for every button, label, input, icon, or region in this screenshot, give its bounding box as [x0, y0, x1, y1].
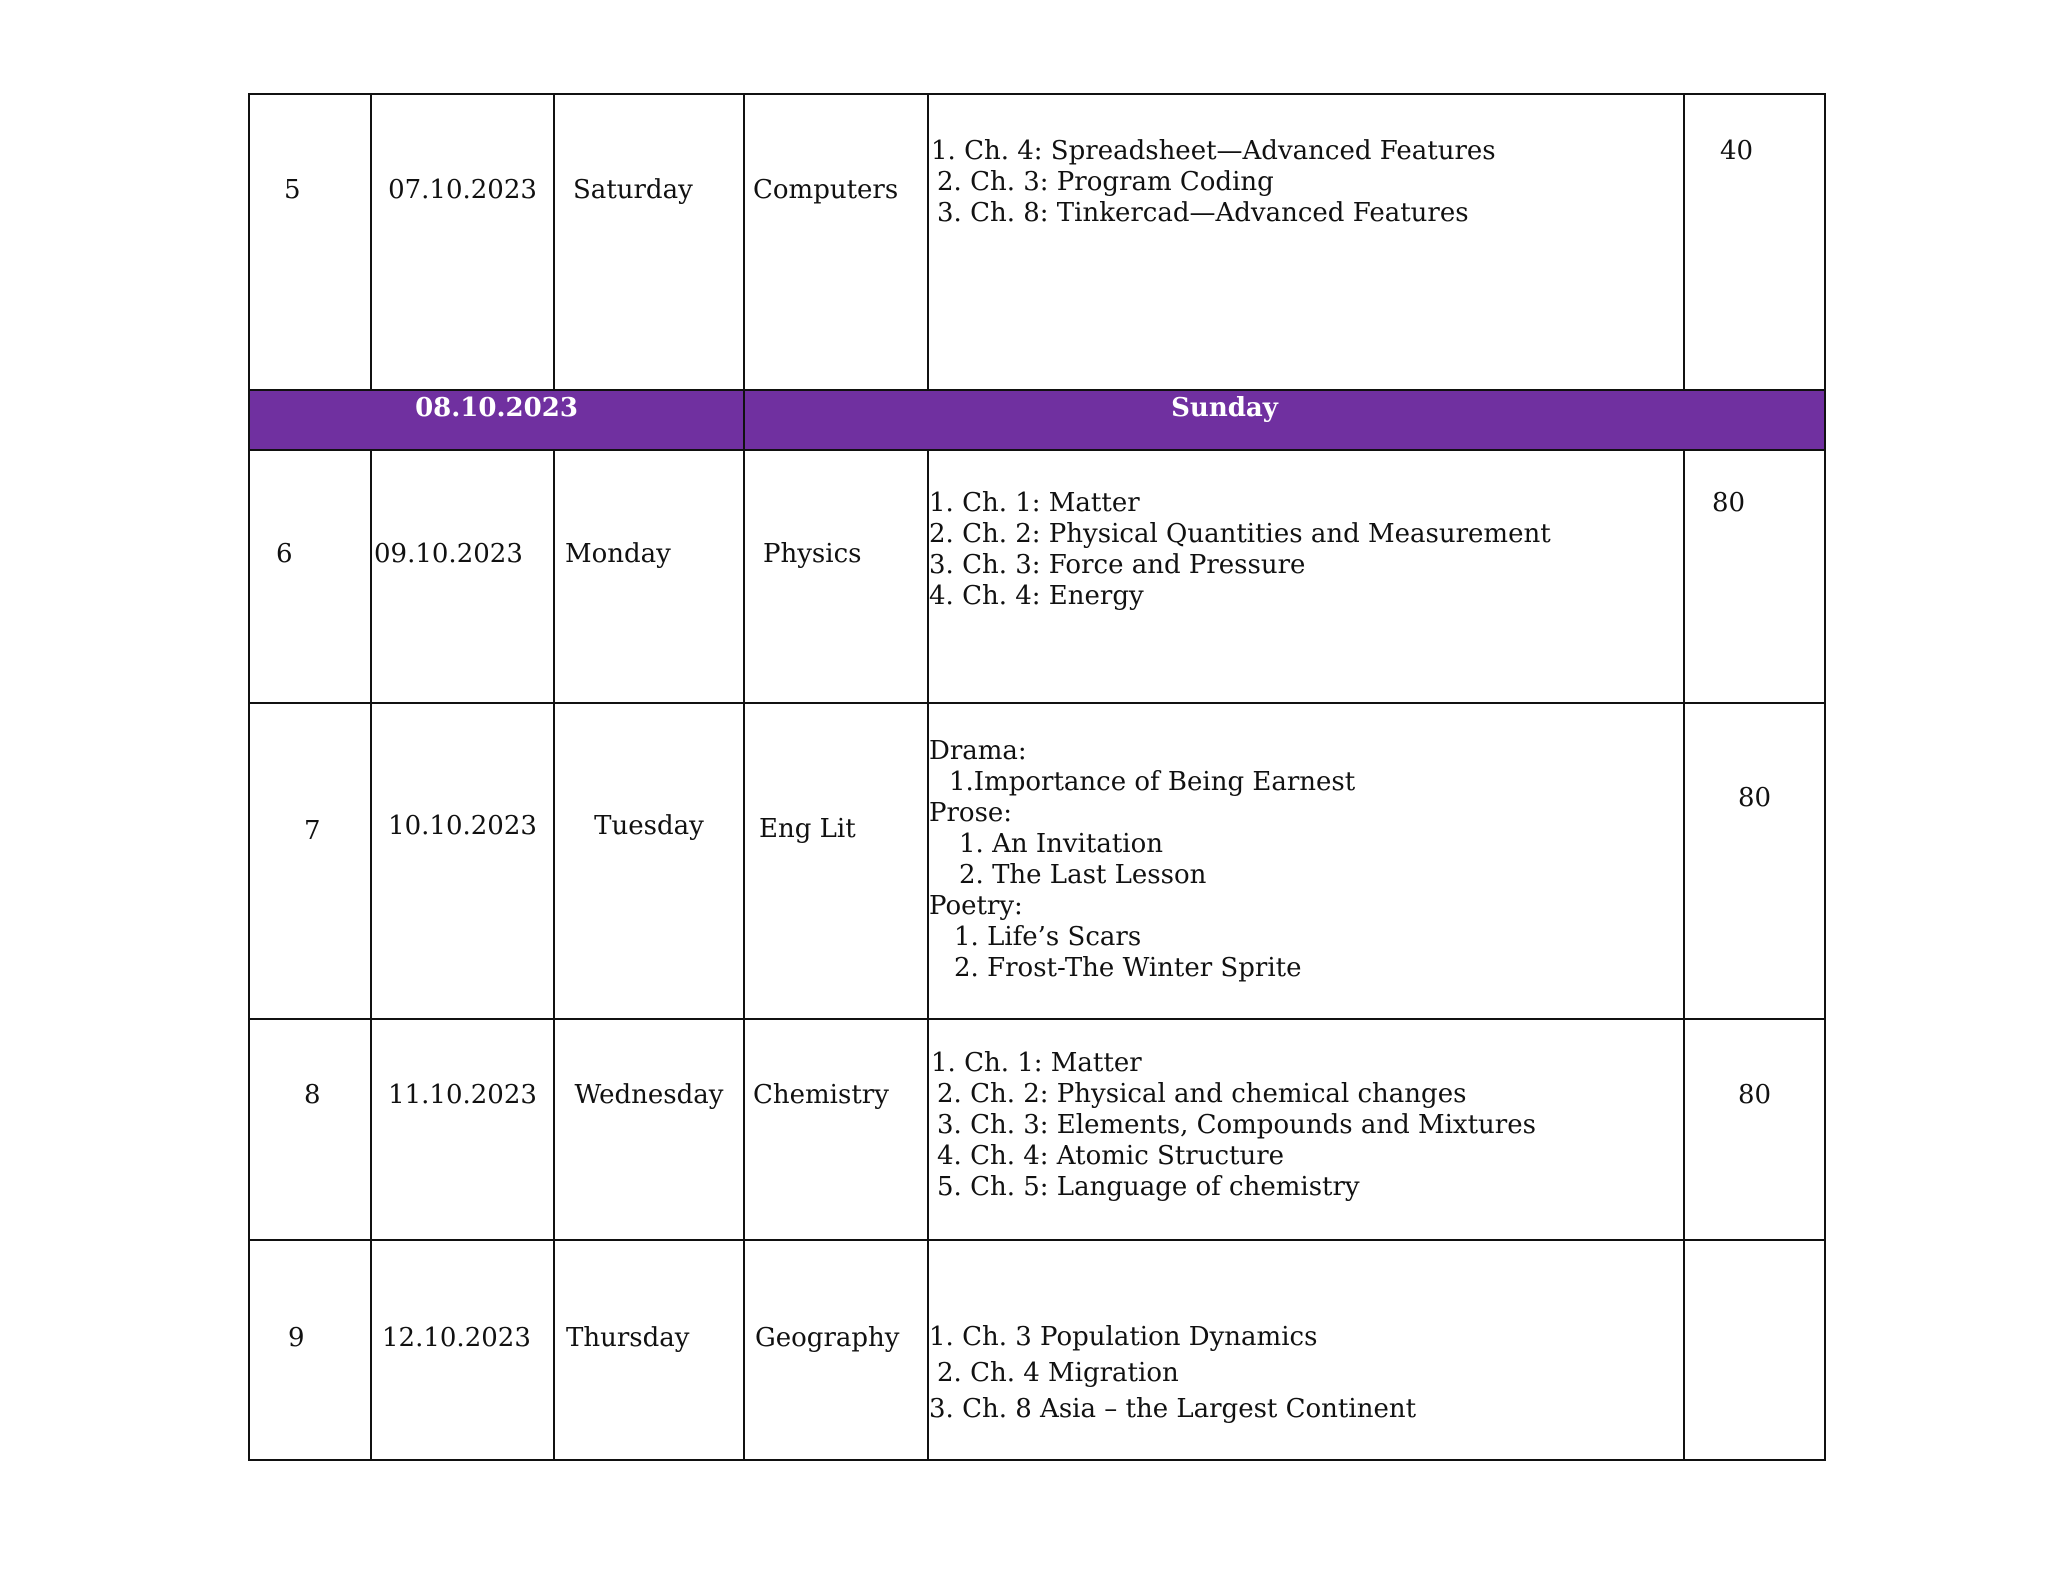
exam-date: 09.10.2023 — [371, 450, 554, 703]
syllabus-heading-drama: Drama: — [929, 736, 1027, 766]
exam-day: Monday — [554, 450, 744, 703]
exam-date: 12.10.2023 — [371, 1240, 554, 1460]
exam-day: Tuesday — [554, 703, 744, 1019]
exam-subject: Geography — [744, 1240, 928, 1460]
holiday-date: 08.10.2023 — [249, 390, 744, 450]
holiday-day: Sunday — [744, 390, 1825, 450]
exam-day: Saturday — [554, 94, 744, 390]
syllabus-item: 2. Ch. 2: Physical Quantities and Measurement — [929, 519, 1551, 549]
syllabus-item: 3. Ch. 3: Elements, Compounds and Mixtures — [937, 1110, 1536, 1140]
exam-date: 10.10.2023 — [371, 703, 554, 1019]
table-row — [249, 703, 1825, 1019]
syllabus-cell — [928, 1019, 1684, 1240]
syllabus-item: 2. Frost-The Winter Sprite — [954, 953, 1302, 983]
max-marks: 80 — [1684, 450, 1825, 703]
serial-number: 8 — [249, 1019, 371, 1240]
table-row — [249, 1240, 1825, 1460]
exam-day: Wednesday — [554, 1019, 744, 1240]
syllabus-item: 3. Ch. 3: Force and Pressure — [929, 550, 1306, 580]
syllabus-item: 1. Ch. 3 Population Dynamics — [929, 1322, 1318, 1352]
serial-number: 9 — [249, 1240, 371, 1460]
syllabus-item: 2. Ch. 2: Physical and chemical changes — [937, 1079, 1467, 1109]
exam-day: Thursday — [554, 1240, 744, 1460]
table-row — [249, 450, 1825, 703]
exam-date: 07.10.2023 — [371, 94, 554, 390]
serial-number: 5 — [249, 94, 371, 390]
syllabus-cell — [928, 450, 1684, 703]
syllabus-item: 2. Ch. 3: Program Coding — [937, 167, 1274, 197]
serial-number: 7 — [249, 703, 371, 1019]
syllabus-item: 2. The Last Lesson — [959, 860, 1207, 890]
exam-subject: Eng Lit — [744, 703, 928, 1019]
syllabus-item: 1. Ch. 1: Matter — [931, 1048, 1142, 1078]
syllabus-cell — [928, 1240, 1684, 1460]
serial-number: 6 — [249, 450, 371, 703]
syllabus-item: 5. Ch. 5: Language of chemistry — [937, 1172, 1360, 1202]
table-row — [249, 94, 1825, 390]
syllabus-item: 1.Importance of Being Earnest — [949, 767, 1356, 797]
max-marks: 80 — [1684, 703, 1825, 1019]
syllabus-item: 4. Ch. 4: Atomic Structure — [937, 1141, 1285, 1171]
exam-subject: Physics — [744, 450, 928, 703]
holiday-row — [249, 390, 1825, 450]
syllabus-item: 4. Ch. 4: Energy — [929, 581, 1144, 611]
syllabus-item: 1. An Invitation — [959, 829, 1163, 859]
max-marks: 40 — [1684, 94, 1825, 390]
syllabus-cell — [928, 703, 1684, 1019]
syllabus-heading-prose: Prose: — [929, 798, 1013, 828]
max-marks: 80 — [1684, 1019, 1825, 1240]
syllabus-item: 3. Ch. 8: Tinkercad—Advanced Features — [937, 198, 1469, 228]
exam-schedule-table — [248, 93, 1826, 1461]
exam-subject: Computers — [744, 94, 928, 390]
syllabus-heading-poetry: Poetry: — [929, 891, 1023, 921]
exam-subject: Chemistry — [744, 1019, 928, 1240]
syllabus-item: 1. Ch. 1: Matter — [929, 488, 1140, 518]
syllabus-item: 1. Ch. 4: Spreadsheet—Advanced Features — [931, 136, 1496, 166]
table-row — [249, 1019, 1825, 1240]
exam-date: 11.10.2023 — [371, 1019, 554, 1240]
syllabus-item: 3. Ch. 8 Asia – the Largest Continent — [929, 1394, 1417, 1424]
max-marks — [1684, 1240, 1825, 1460]
syllabus-item: 1. Life’s Scars — [954, 922, 1142, 952]
syllabus-item: 2. Ch. 4 Migration — [937, 1358, 1179, 1388]
syllabus-cell — [928, 94, 1684, 390]
